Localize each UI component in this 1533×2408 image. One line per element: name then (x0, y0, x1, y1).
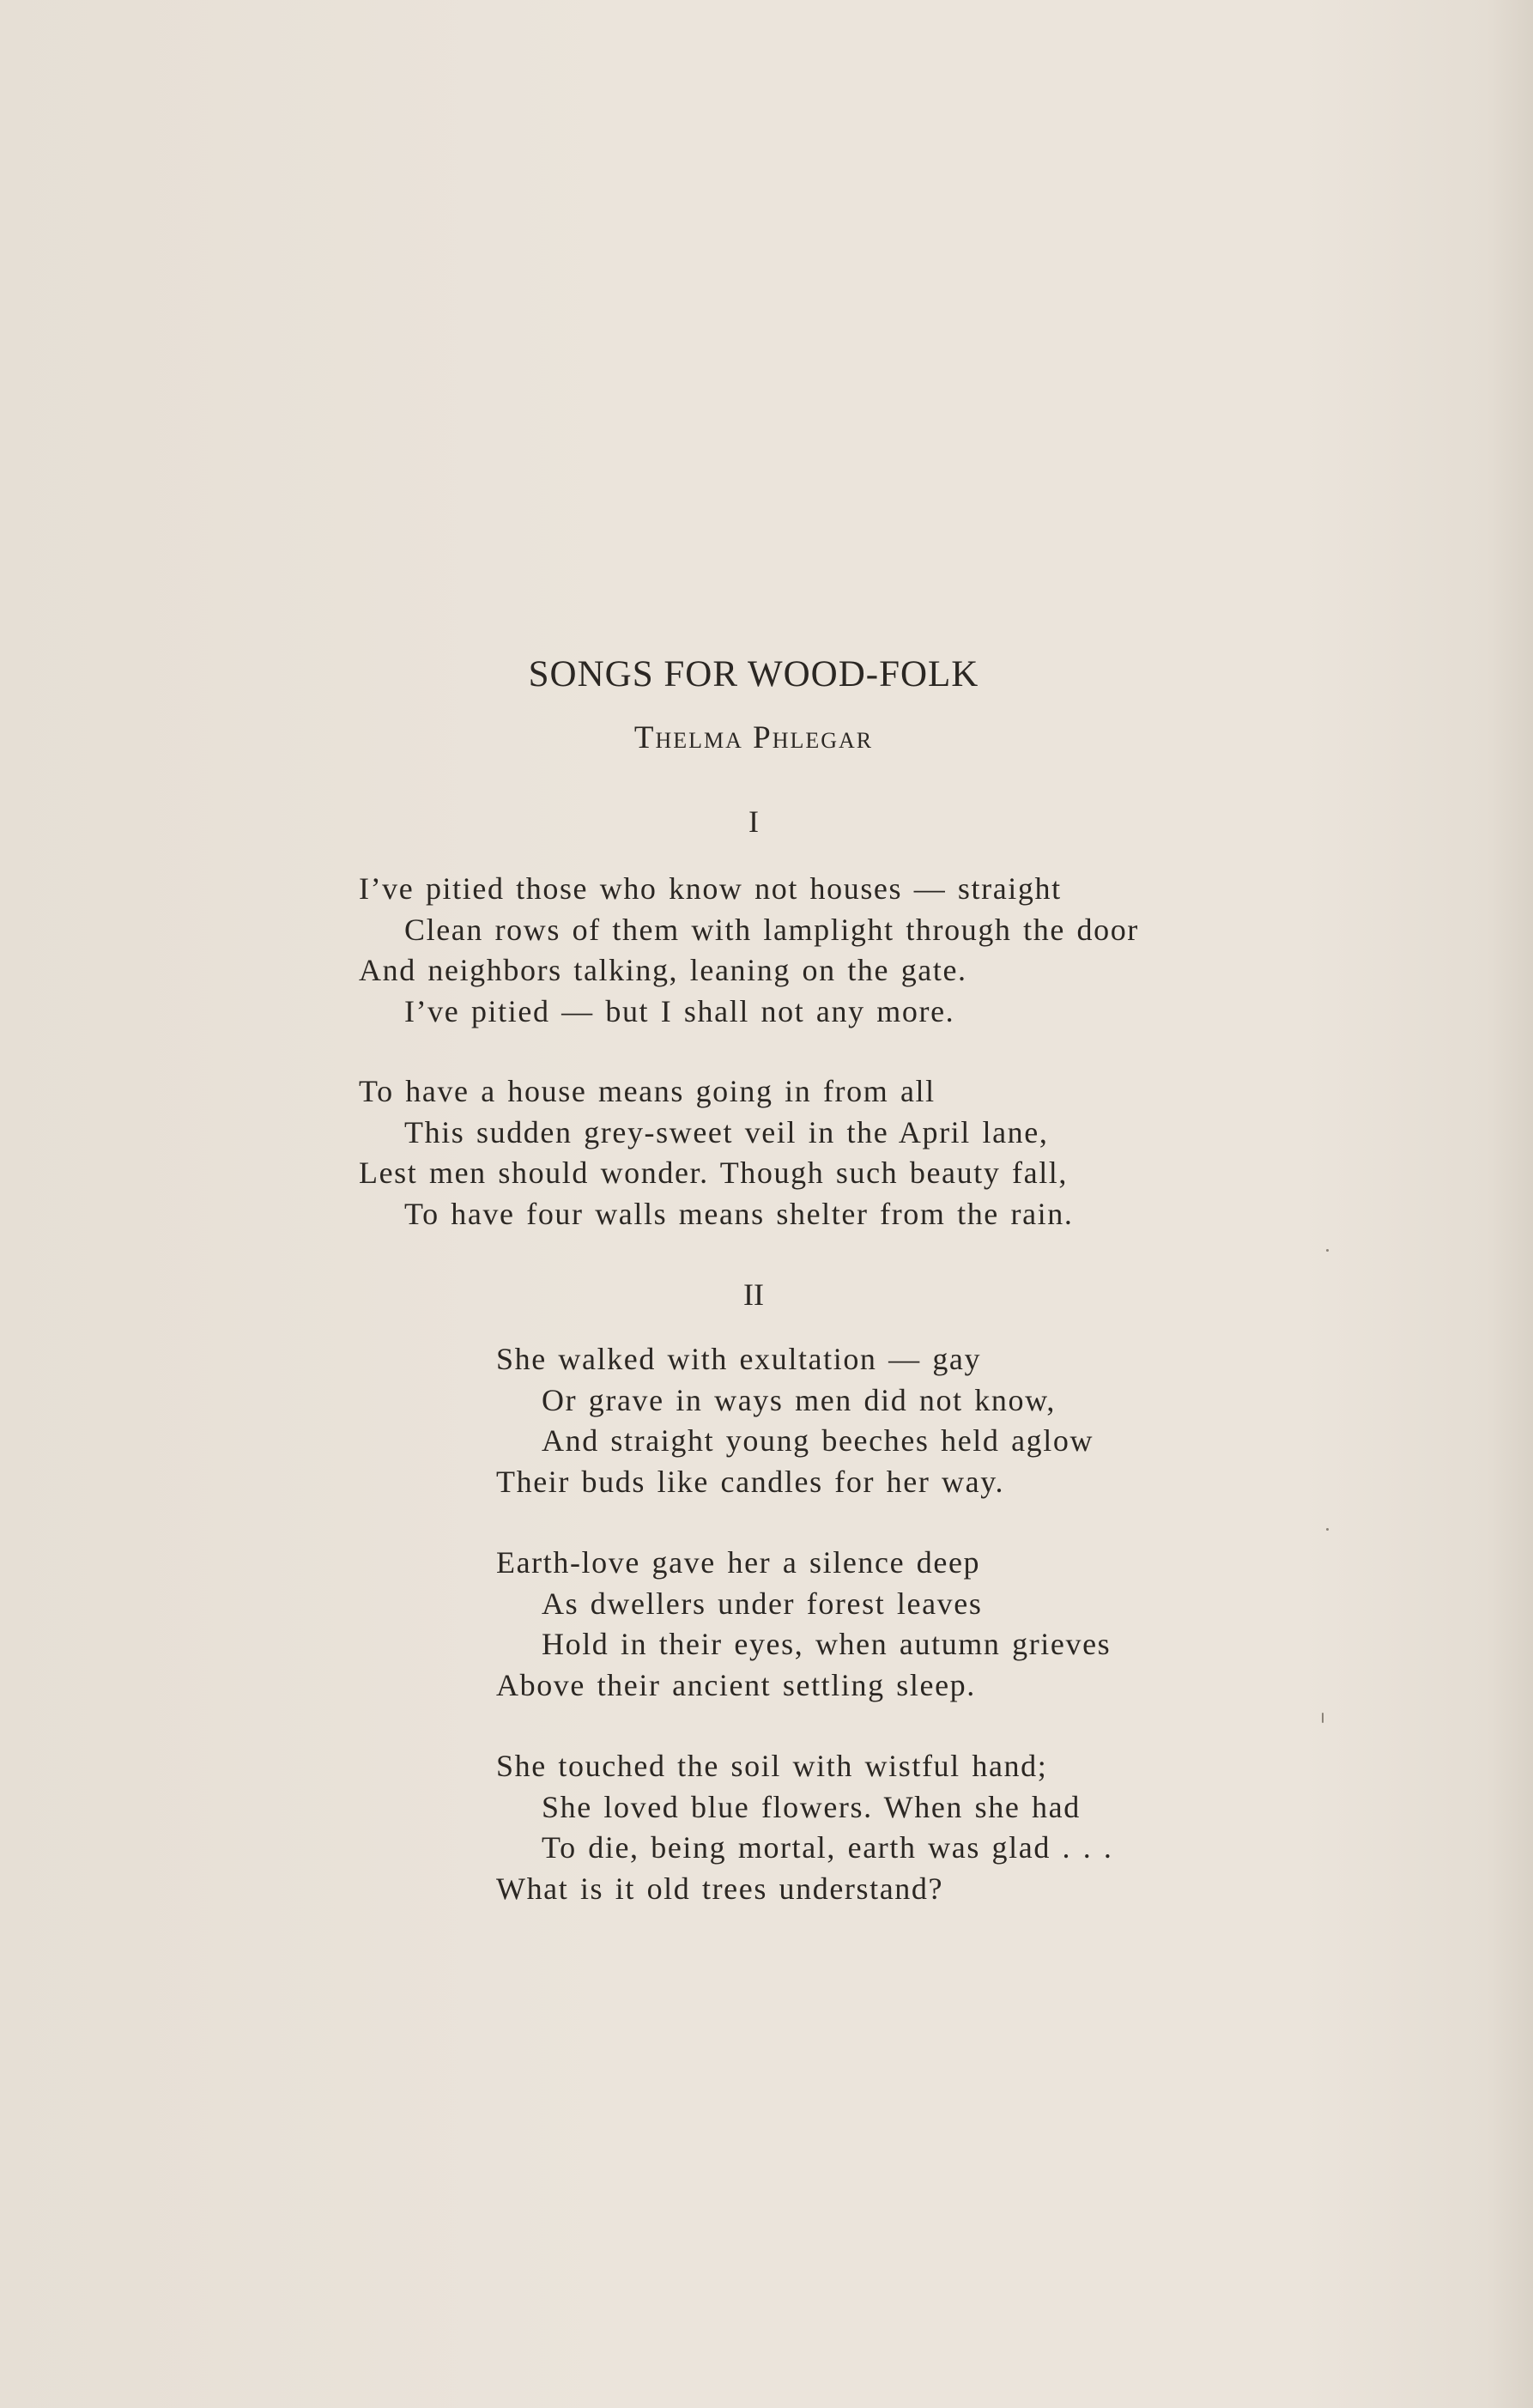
poem-line: She walked with exultation — gay (496, 1342, 982, 1376)
stanza-2-1 (496, 1339, 1094, 1502)
stanza-1-1 (359, 869, 1139, 1032)
poem-line: Above their ancient settling sleep. (496, 1667, 976, 1702)
poem-line: As dwellers under forest leaves (542, 1586, 983, 1621)
poem-line: To have four walls means shelter from the rain. (404, 1196, 1074, 1231)
poem-line: She loved blue flowers. When she had (542, 1789, 1081, 1824)
poem-line: What is it old trees understand? (496, 1871, 944, 1906)
poem-line: Earth-love gave her a silence deep (496, 1545, 981, 1580)
poem-line: And straight young beeches held aglow (542, 1423, 1094, 1458)
poem-line: I’ve pitied those who know not houses — straight (359, 871, 1062, 906)
poem-line: Hold in their eyes, when autumn grieves (542, 1627, 1112, 1661)
poem-title: SONGS FOR WOOD-FOLK (528, 654, 979, 694)
poem-line: Their buds like candles for her way. (496, 1464, 1005, 1499)
poem-line: To die, being mortal, earth was glad . . . (542, 1830, 1113, 1865)
poem-line: Lest men should wonder. Though such beauty fall, (359, 1155, 1069, 1190)
poem-line: I’ve pitied — but I shall not any more. (404, 993, 955, 1028)
stanza-1-2 (359, 1071, 1073, 1234)
paper-speck (1326, 1528, 1329, 1531)
poem-line: This sudden grey-sweet veil in the April lane, (404, 1114, 1049, 1149)
section-numeral-1: I (748, 804, 759, 839)
stanza-2-2 (496, 1543, 1111, 1706)
paper-speck (1326, 1249, 1329, 1252)
poem-author: Thelma Phlegar (633, 720, 874, 755)
poem-line: To have a house means going in from all (359, 1074, 936, 1108)
section-numeral-2: II (743, 1277, 764, 1312)
poem-line: Clean rows of them with lamplight through the door (404, 912, 1139, 947)
stanza-2-3 (496, 1746, 1113, 1909)
poem-line: She touched the soil with wistful hand; (496, 1749, 1048, 1783)
poem-line: And neighbors talking, leaning on the gate. (359, 953, 967, 987)
poem-line: Or grave in ways men did not know, (542, 1382, 1056, 1417)
paper-speck (1322, 1713, 1324, 1723)
